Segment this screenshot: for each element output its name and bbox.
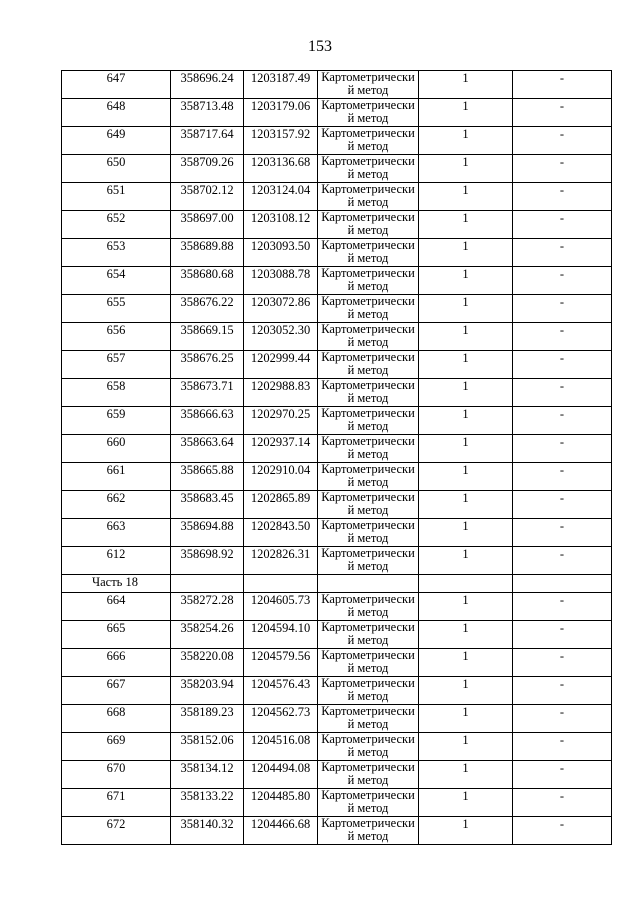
method-line-1: Картометрически xyxy=(321,490,415,504)
method-cell xyxy=(318,351,419,379)
accuracy-cell: 1 xyxy=(419,351,513,379)
note-cell: - xyxy=(513,789,612,817)
note-cell: - xyxy=(513,71,612,99)
accuracy-cell: 1 xyxy=(419,155,513,183)
x-coordinate-cell: 358683.45 xyxy=(171,491,244,519)
method-line-1: Картометрически xyxy=(321,788,415,802)
x-coordinate-cell: 358697.00 xyxy=(171,211,244,239)
x-coordinate-cell: 358254.26 xyxy=(171,621,244,649)
y-coordinate-cell: 1204494.08 xyxy=(244,761,318,789)
method-cell xyxy=(318,407,419,435)
point-number-cell: 662 xyxy=(62,491,171,519)
accuracy-cell: 1 xyxy=(419,789,513,817)
y-coordinate-cell: 1203108.12 xyxy=(244,211,318,239)
y-coordinate-cell: 1203088.78 xyxy=(244,267,318,295)
y-coordinate-cell: 1203157.92 xyxy=(244,127,318,155)
y-coordinate-cell: 1203187.49 xyxy=(244,71,318,99)
y-coordinate-cell: 1204605.73 xyxy=(244,593,318,621)
method-line-1: Картометрически xyxy=(321,182,415,196)
method-line-1: Картометрически xyxy=(321,816,415,830)
note-cell: - xyxy=(513,239,612,267)
table-row xyxy=(62,649,612,677)
table-row xyxy=(62,351,612,379)
table-row xyxy=(62,519,612,547)
method-line-2: й метод xyxy=(347,828,389,843)
accuracy-cell: 1 xyxy=(419,407,513,435)
note-cell: - xyxy=(513,407,612,435)
x-coordinate-cell: 358713.48 xyxy=(171,99,244,127)
page-number: 153 xyxy=(308,38,332,55)
y-coordinate-cell: 1202988.83 xyxy=(244,379,318,407)
method-cell xyxy=(318,155,419,183)
method-cell xyxy=(318,127,419,155)
method-line-1: Картометрически xyxy=(321,378,415,392)
point-number-cell: 650 xyxy=(62,155,171,183)
note-cell: - xyxy=(513,351,612,379)
table-row xyxy=(62,547,612,575)
method-line-1: Картометрически xyxy=(321,126,415,140)
method-line-1: Картометрически xyxy=(321,462,415,476)
method-line-2: й метод xyxy=(347,138,389,153)
accuracy-cell: 1 xyxy=(419,733,513,761)
y-coordinate-cell: 1202937.14 xyxy=(244,435,318,463)
x-coordinate-cell: 358709.26 xyxy=(171,155,244,183)
section-empty-cell xyxy=(318,575,419,593)
method-cell xyxy=(318,323,419,351)
x-coordinate-cell: 358676.22 xyxy=(171,295,244,323)
table-row xyxy=(62,593,612,621)
method-line-1: Картометрически xyxy=(321,518,415,532)
y-coordinate-cell: 1202843.50 xyxy=(244,519,318,547)
table-row xyxy=(62,789,612,817)
x-coordinate-cell: 358666.63 xyxy=(171,407,244,435)
point-number-cell: 666 xyxy=(62,649,171,677)
table-body-group1 xyxy=(62,71,612,575)
y-coordinate-cell: 1202865.89 xyxy=(244,491,318,519)
accuracy-cell: 1 xyxy=(419,761,513,789)
method-line-2: й метод xyxy=(347,530,389,545)
y-coordinate-cell: 1203124.04 xyxy=(244,183,318,211)
note-cell: - xyxy=(513,817,612,845)
x-coordinate-cell: 358152.06 xyxy=(171,733,244,761)
method-line-2: й метод xyxy=(347,744,389,759)
accuracy-cell: 1 xyxy=(419,71,513,99)
table-row xyxy=(62,211,612,239)
point-number-cell: 669 xyxy=(62,733,171,761)
y-coordinate-cell: 1203136.68 xyxy=(244,155,318,183)
x-coordinate-cell: 358676.25 xyxy=(171,351,244,379)
method-cell xyxy=(318,817,419,845)
note-cell: - xyxy=(513,463,612,491)
method-line-1: Картометрически xyxy=(321,760,415,774)
method-line-2: й метод xyxy=(347,250,389,265)
accuracy-cell: 1 xyxy=(419,593,513,621)
point-number-cell: 661 xyxy=(62,463,171,491)
method-line-2: й метод xyxy=(347,194,389,209)
x-coordinate-cell: 358220.08 xyxy=(171,649,244,677)
section-empty-cell xyxy=(244,575,318,593)
accuracy-cell: 1 xyxy=(419,705,513,733)
y-coordinate-cell: 1204579.56 xyxy=(244,649,318,677)
method-line-2: й метод xyxy=(347,502,389,517)
method-line-2: й метод xyxy=(347,446,389,461)
accuracy-cell: 1 xyxy=(419,547,513,575)
note-cell: - xyxy=(513,705,612,733)
point-number-cell: 670 xyxy=(62,761,171,789)
method-cell xyxy=(318,677,419,705)
method-line-2: й метод xyxy=(347,688,389,703)
method-line-2: й метод xyxy=(347,110,389,125)
method-cell xyxy=(318,71,419,99)
method-line-1: Картометрически xyxy=(321,648,415,662)
table-row xyxy=(62,155,612,183)
note-cell: - xyxy=(513,519,612,547)
method-cell xyxy=(318,379,419,407)
method-line-1: Картометрически xyxy=(321,676,415,690)
method-line-1: Картометрически xyxy=(321,546,415,560)
method-cell xyxy=(318,621,419,649)
x-coordinate-cell: 358698.92 xyxy=(171,547,244,575)
note-cell: - xyxy=(513,323,612,351)
point-number-cell: 656 xyxy=(62,323,171,351)
y-coordinate-cell: 1203072.86 xyxy=(244,295,318,323)
method-line-2: й метод xyxy=(347,632,389,647)
accuracy-cell: 1 xyxy=(419,99,513,127)
method-line-2: й метод xyxy=(347,166,389,181)
method-line-2: й метод xyxy=(347,716,389,731)
method-line-2: й метод xyxy=(347,604,389,619)
note-cell: - xyxy=(513,295,612,323)
method-line-2: й метод xyxy=(347,362,389,377)
table-row xyxy=(62,435,612,463)
method-line-1: Картометрически xyxy=(321,70,415,84)
note-cell: - xyxy=(513,677,612,705)
y-coordinate-cell: 1202826.31 xyxy=(244,547,318,575)
table-row xyxy=(62,407,612,435)
method-line-2: й метод xyxy=(347,82,389,97)
method-cell xyxy=(318,267,419,295)
method-cell xyxy=(318,789,419,817)
table-row xyxy=(62,183,612,211)
x-coordinate-cell: 358189.23 xyxy=(171,705,244,733)
method-line-1: Картометрически xyxy=(321,434,415,448)
method-cell xyxy=(318,519,419,547)
x-coordinate-cell: 358133.22 xyxy=(171,789,244,817)
method-line-2: й метод xyxy=(347,222,389,237)
point-number-cell: 648 xyxy=(62,99,171,127)
note-cell: - xyxy=(513,649,612,677)
point-number-cell: 671 xyxy=(62,789,171,817)
table-row xyxy=(62,239,612,267)
method-line-1: Картометрически xyxy=(321,98,415,112)
accuracy-cell: 1 xyxy=(419,677,513,705)
x-coordinate-cell: 358717.64 xyxy=(171,127,244,155)
table-row xyxy=(62,491,612,519)
accuracy-cell: 1 xyxy=(419,463,513,491)
point-number-cell: 647 xyxy=(62,71,171,99)
table-row xyxy=(62,733,612,761)
method-cell xyxy=(318,761,419,789)
method-line-1: Картометрически xyxy=(321,592,415,606)
accuracy-cell: 1 xyxy=(419,621,513,649)
method-line-2: й метод xyxy=(347,278,389,293)
method-line-1: Картометрически xyxy=(321,266,415,280)
method-line-1: Картометрически xyxy=(321,322,415,336)
section-label: Часть 18 xyxy=(62,575,171,593)
table-row xyxy=(62,621,612,649)
accuracy-cell: 1 xyxy=(419,323,513,351)
method-cell xyxy=(318,491,419,519)
note-cell: - xyxy=(513,761,612,789)
accuracy-cell: 1 xyxy=(419,491,513,519)
y-coordinate-cell: 1203093.50 xyxy=(244,239,318,267)
note-cell: - xyxy=(513,379,612,407)
method-cell xyxy=(318,547,419,575)
note-cell: - xyxy=(513,183,612,211)
point-number-cell: 655 xyxy=(62,295,171,323)
table-row xyxy=(62,379,612,407)
y-coordinate-cell: 1204594.10 xyxy=(244,621,318,649)
table-row xyxy=(62,323,612,351)
table-row xyxy=(62,99,612,127)
y-coordinate-cell: 1204562.73 xyxy=(244,705,318,733)
note-cell: - xyxy=(513,99,612,127)
table-row xyxy=(62,677,612,705)
point-number-cell: 667 xyxy=(62,677,171,705)
method-line-2: й метод xyxy=(347,390,389,405)
accuracy-cell: 1 xyxy=(419,127,513,155)
method-line-1: Картометрически xyxy=(321,154,415,168)
note-cell: - xyxy=(513,211,612,239)
method-cell xyxy=(318,239,419,267)
table-row xyxy=(62,463,612,491)
method-line-1: Картометрически xyxy=(321,350,415,364)
note-cell: - xyxy=(513,267,612,295)
x-coordinate-cell: 358702.12 xyxy=(171,183,244,211)
y-coordinate-cell: 1203179.06 xyxy=(244,99,318,127)
point-number-cell: 665 xyxy=(62,621,171,649)
section-row xyxy=(62,575,612,593)
accuracy-cell: 1 xyxy=(419,649,513,677)
point-number-cell: 668 xyxy=(62,705,171,733)
x-coordinate-cell: 358669.15 xyxy=(171,323,244,351)
note-cell: - xyxy=(513,621,612,649)
y-coordinate-cell: 1202999.44 xyxy=(244,351,318,379)
point-number-cell: 652 xyxy=(62,211,171,239)
method-line-1: Картометрически xyxy=(321,406,415,420)
method-line-2: й метод xyxy=(347,800,389,815)
x-coordinate-cell: 358663.64 xyxy=(171,435,244,463)
accuracy-cell: 1 xyxy=(419,519,513,547)
accuracy-cell: 1 xyxy=(419,295,513,323)
accuracy-cell: 1 xyxy=(419,183,513,211)
point-number-cell: 653 xyxy=(62,239,171,267)
table-row xyxy=(62,817,612,845)
table-row xyxy=(62,71,612,99)
method-cell xyxy=(318,733,419,761)
note-cell: - xyxy=(513,547,612,575)
y-coordinate-cell: 1203052.30 xyxy=(244,323,318,351)
y-coordinate-cell: 1204466.68 xyxy=(244,817,318,845)
section-empty-cell xyxy=(513,575,612,593)
point-number-cell: 659 xyxy=(62,407,171,435)
y-coordinate-cell: 1204485.80 xyxy=(244,789,318,817)
y-coordinate-cell: 1204576.43 xyxy=(244,677,318,705)
x-coordinate-cell: 358689.88 xyxy=(171,239,244,267)
method-cell xyxy=(318,705,419,733)
method-line-2: й метод xyxy=(347,558,389,573)
table-row xyxy=(62,267,612,295)
method-cell xyxy=(318,211,419,239)
point-number-cell: 649 xyxy=(62,127,171,155)
accuracy-cell: 1 xyxy=(419,435,513,463)
accuracy-cell: 1 xyxy=(419,817,513,845)
section-empty-cell xyxy=(419,575,513,593)
table-section-row-group xyxy=(62,575,612,593)
point-number-cell: 657 xyxy=(62,351,171,379)
point-number-cell: 612 xyxy=(62,547,171,575)
note-cell: - xyxy=(513,155,612,183)
table-row xyxy=(62,761,612,789)
table-row xyxy=(62,705,612,733)
table-row xyxy=(62,295,612,323)
accuracy-cell: 1 xyxy=(419,239,513,267)
point-number-cell: 654 xyxy=(62,267,171,295)
x-coordinate-cell: 358134.12 xyxy=(171,761,244,789)
point-number-cell: 672 xyxy=(62,817,171,845)
accuracy-cell: 1 xyxy=(419,267,513,295)
note-cell: - xyxy=(513,733,612,761)
method-cell xyxy=(318,99,419,127)
table-body-group2 xyxy=(62,593,612,845)
x-coordinate-cell: 358696.24 xyxy=(171,71,244,99)
y-coordinate-cell: 1202970.25 xyxy=(244,407,318,435)
accuracy-cell: 1 xyxy=(419,379,513,407)
method-line-2: й метод xyxy=(347,334,389,349)
method-line-1: Картометрически xyxy=(321,704,415,718)
method-line-1: Картометрически xyxy=(321,294,415,308)
method-line-2: й метод xyxy=(347,306,389,321)
method-line-2: й метод xyxy=(347,418,389,433)
coordinates-table xyxy=(61,70,612,845)
y-coordinate-cell: 1204516.08 xyxy=(244,733,318,761)
method-line-1: Картометрически xyxy=(321,732,415,746)
x-coordinate-cell: 358680.68 xyxy=(171,267,244,295)
point-number-cell: 660 xyxy=(62,435,171,463)
method-line-2: й метод xyxy=(347,474,389,489)
method-line-1: Картометрически xyxy=(321,620,415,634)
table-row xyxy=(62,127,612,155)
section-empty-cell xyxy=(171,575,244,593)
x-coordinate-cell: 358203.94 xyxy=(171,677,244,705)
x-coordinate-cell: 358272.28 xyxy=(171,593,244,621)
point-number-cell: 658 xyxy=(62,379,171,407)
x-coordinate-cell: 358665.88 xyxy=(171,463,244,491)
point-number-cell: 664 xyxy=(62,593,171,621)
note-cell: - xyxy=(513,435,612,463)
method-line-2: й метод xyxy=(347,660,389,675)
method-cell xyxy=(318,295,419,323)
method-cell xyxy=(318,463,419,491)
method-line-1: Картометрически xyxy=(321,238,415,252)
point-number-cell: 651 xyxy=(62,183,171,211)
method-line-2: й метод xyxy=(347,772,389,787)
x-coordinate-cell: 358673.71 xyxy=(171,379,244,407)
y-coordinate-cell: 1202910.04 xyxy=(244,463,318,491)
note-cell: - xyxy=(513,593,612,621)
point-number-cell: 663 xyxy=(62,519,171,547)
method-cell xyxy=(318,649,419,677)
method-cell xyxy=(318,435,419,463)
note-cell: - xyxy=(513,491,612,519)
method-cell xyxy=(318,183,419,211)
accuracy-cell: 1 xyxy=(419,211,513,239)
method-line-1: Картометрически xyxy=(321,210,415,224)
x-coordinate-cell: 358140.32 xyxy=(171,817,244,845)
x-coordinate-cell: 358694.88 xyxy=(171,519,244,547)
method-cell xyxy=(318,593,419,621)
note-cell: - xyxy=(513,127,612,155)
